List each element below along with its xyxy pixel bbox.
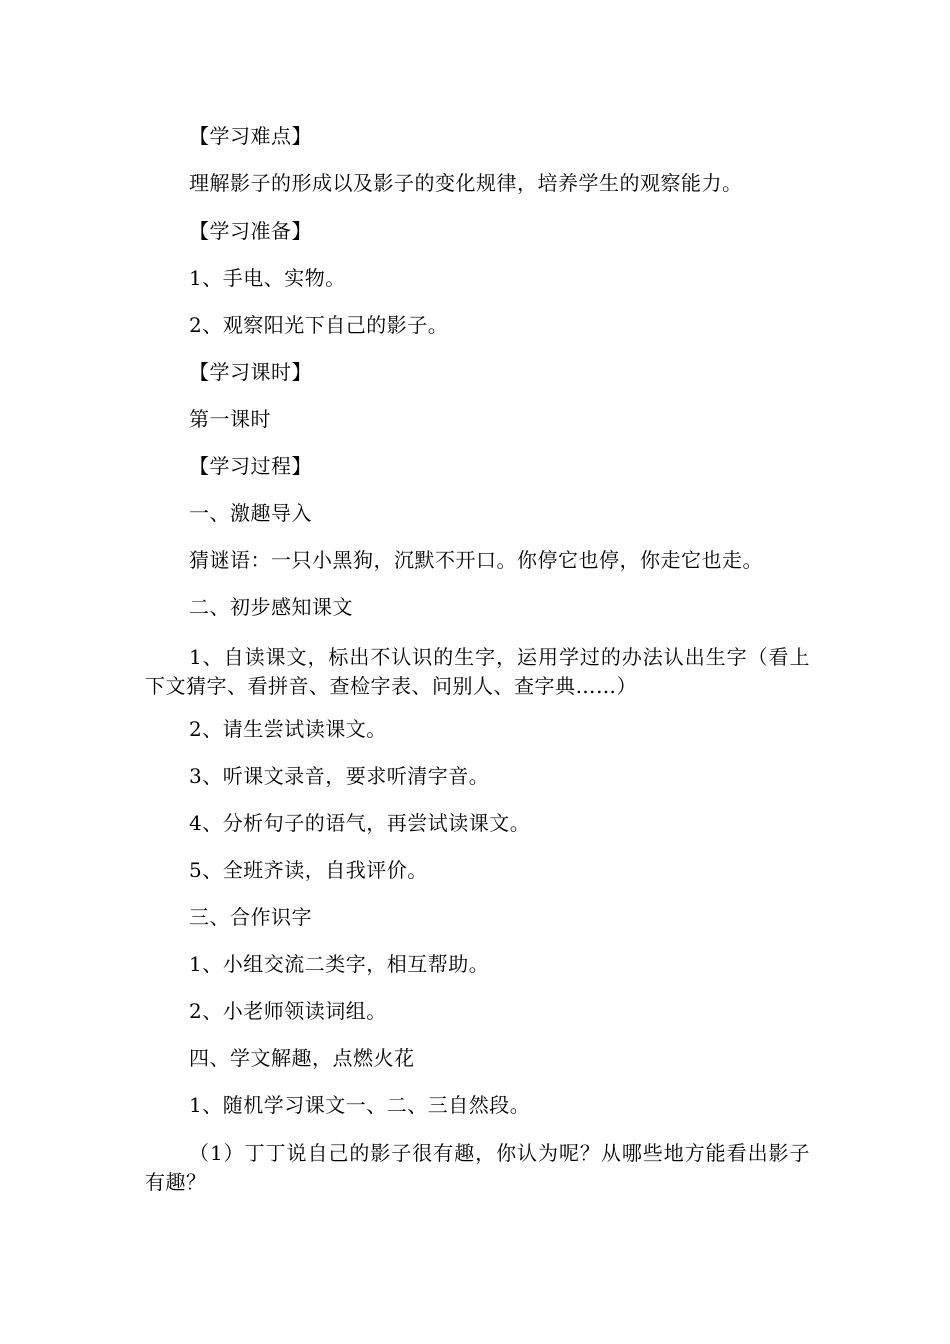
section-4-title: 四、学文解趣，点燃火花 bbox=[189, 1046, 415, 1070]
paragraph-first-lesson: 第一课时 bbox=[189, 407, 271, 431]
paragraph-group-exchange: 1、小组交流二类字，相互帮助。 bbox=[189, 952, 490, 976]
paragraph-study-sections: 1、随机学习课文一、二、三自然段。 bbox=[189, 1093, 531, 1117]
heading-difficulty: 【学习难点】 bbox=[189, 124, 312, 148]
paragraph-class-read: 5、全班齐读，自我评价。 bbox=[189, 858, 428, 882]
paragraph-try-read: 2、请生尝试读课文。 bbox=[189, 717, 387, 741]
paragraph-little-teacher: 2、小老师领读词组。 bbox=[189, 999, 387, 1023]
section-2-title: 二、初步感知课文 bbox=[189, 595, 353, 619]
paragraph-listen-recording: 3、听课文录音，要求听清字音。 bbox=[189, 764, 490, 788]
heading-process: 【学习过程】 bbox=[189, 454, 312, 478]
section-3-title: 三、合作识字 bbox=[189, 905, 312, 929]
paragraph-riddle: 猜谜语：一只小黑狗，沉默不开口。你停它也停，你走它也走。 bbox=[189, 548, 763, 572]
paragraph-analyze-tone: 4、分析句子的语气，再尝试读课文。 bbox=[189, 811, 531, 835]
paragraph-difficulty-text: 理解影子的形成以及影子的变化规律，培养学生的观察能力。 bbox=[189, 171, 743, 195]
paragraph-question-1: （1）丁丁说自己的影子很有趣，你认为呢？从哪些地方能看出影子有趣？ bbox=[145, 1141, 810, 1194]
paragraph-self-read: 1、自读课文，标出不认识的生字，运用学过的办法认出生字（看上下文猜字、看拼音、查检字表、问别人、查字典……） bbox=[145, 645, 810, 698]
paragraph-preparation-2: 2、观察阳光下自己的影子。 bbox=[189, 313, 449, 337]
heading-preparation: 【学习准备】 bbox=[189, 219, 312, 243]
heading-class-hours: 【学习课时】 bbox=[189, 360, 312, 384]
paragraph-preparation-1: 1、手电、实物。 bbox=[189, 266, 346, 290]
section-1-title: 一、激趣导入 bbox=[189, 501, 312, 525]
